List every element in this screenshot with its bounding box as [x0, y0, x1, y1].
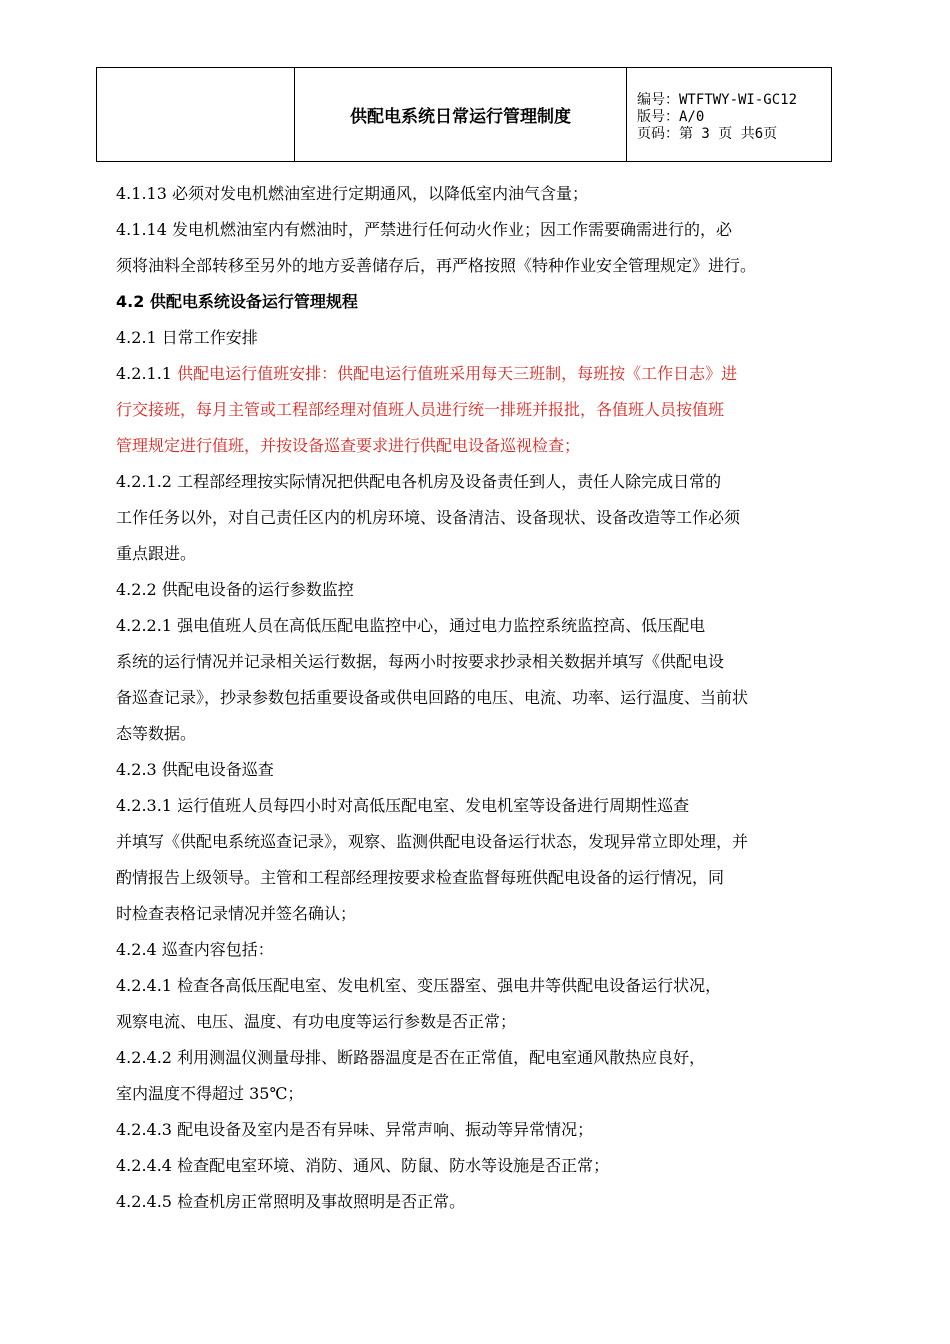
paragraph-line-highlighted: 管理规定进行值班，并按设备巡查要求进行供配电设备巡视检查；: [116, 436, 581, 455]
document-meta: [627, 68, 831, 161]
section-heading: 4.2 供配电系统设备运行管理规程: [116, 292, 358, 311]
paragraph-line-highlighted: 4.2.1.1 供配电运行值班安排：供配电运行值班采用每天三班制，每班按《工作日志》进: [116, 364, 738, 383]
document-version: 版号：A/0: [637, 109, 705, 125]
document-code: 编号：WTFTWY-WI-GC12: [637, 92, 798, 108]
paragraph-line: 4.2.4.3 配电设备及室内是否有异味、异常声响、振动等异常情况；: [116, 1120, 594, 1139]
paragraph-line: 酌情报告上级领导。主管和工程部经理按要求检查监督每班供配电设备的运行情况，同: [116, 868, 725, 887]
paragraph-line: 重点跟进。: [116, 544, 197, 563]
paragraph-line: 工作任务以外，对自己责任区内的机房环境、设备清洁、设备现状、设备改造等工作必须: [116, 508, 741, 527]
paragraph-line-highlighted: 行交接班，每月主管或工程部经理对值班人员进行统一排班并报批，各值班人员按值班: [116, 400, 725, 419]
paragraph-line: 4.2.4.5 检查机房正常照明及事故照明是否正常。: [116, 1192, 466, 1211]
page-number: 页码：第 3 页 共6页: [637, 126, 778, 142]
logo-cell: [97, 68, 295, 161]
paragraph-line: 观察电流、电压、温度、有功电度等运行参数是否正常；: [116, 1012, 517, 1031]
paragraph-line: 4.2.2.1 强电值班人员在高低压配电监控中心，通过电力监控系统监控高、低压配电: [116, 616, 706, 635]
paragraph-line: 4.2.4.2 利用测温仪测量母排、断路器温度是否在正常值，配电室通风散热应良好，: [116, 1048, 706, 1067]
paragraph-line: 4.2.3.1 运行值班人员每四小时对高低压配电室、发电机室等设备进行周期性巡查: [116, 796, 690, 815]
paragraph-line: 4.2.1.2 工程部经理按实际情况把供配电各机房及设备责任到人，责任人除完成日常的: [116, 472, 722, 491]
subsection-heading: 4.2.4 巡查内容包括：: [116, 940, 274, 959]
document-title: 供配电系统日常运行管理制度: [295, 68, 627, 161]
paragraph-line: 须将油料全部转移至另外的地方妥善储存后，再严格按照《特种作业安全管理规定》进行。: [116, 256, 757, 275]
document-body: [116, 176, 838, 1220]
subsection-heading: 4.2.1 日常工作安排: [116, 328, 258, 347]
highlighted-text: 供配电运行值班安排：供配电运行值班采用每天三班制，每班按《工作日志》进: [177, 364, 738, 383]
subsection-heading: 4.2.3 供配电设备巡查: [116, 760, 274, 779]
paragraph-line: 室内温度不得超过 35℃；: [116, 1084, 304, 1103]
paragraph-line: 时检查表格记录情况并签名确认；: [116, 904, 357, 923]
paragraph-line: 4.2.4.4 检查配电室环境、消防、通风、防鼠、防水等设施是否正常；: [116, 1156, 610, 1175]
paragraph-line: 备巡查记录》，抄录参数包括重要设备或供电回路的电压、电流、功率、运行温度、当前状: [116, 688, 749, 707]
paragraph-line: 4.1.13 必须对发电机燃油室进行定期通风，以降低室内油气含量；: [116, 184, 588, 203]
document-header: [96, 67, 832, 162]
paragraph-line: 态等数据。: [116, 724, 197, 743]
paragraph-line: 系统的运行情况并记录相关运行数据，每两小时按要求抄录相关数据并填写《供配电设: [116, 652, 725, 671]
paragraph-line: 4.2.4.1 检查各高低压配电室、发电机室、变压器室、强电井等供配电设备运行状况，: [116, 976, 722, 995]
paragraph-line: 并填写《供配电系统巡查记录》，观察、监测供配电设备运行状态，发现异常立即处理，并: [116, 832, 749, 851]
subsection-heading: 4.2.2 供配电设备的运行参数监控: [116, 580, 354, 599]
paragraph-line: 4.1.14 发电机燃油室内有燃油时，严禁进行任何动火作业；因工作需要确需进行的，必: [116, 220, 732, 239]
